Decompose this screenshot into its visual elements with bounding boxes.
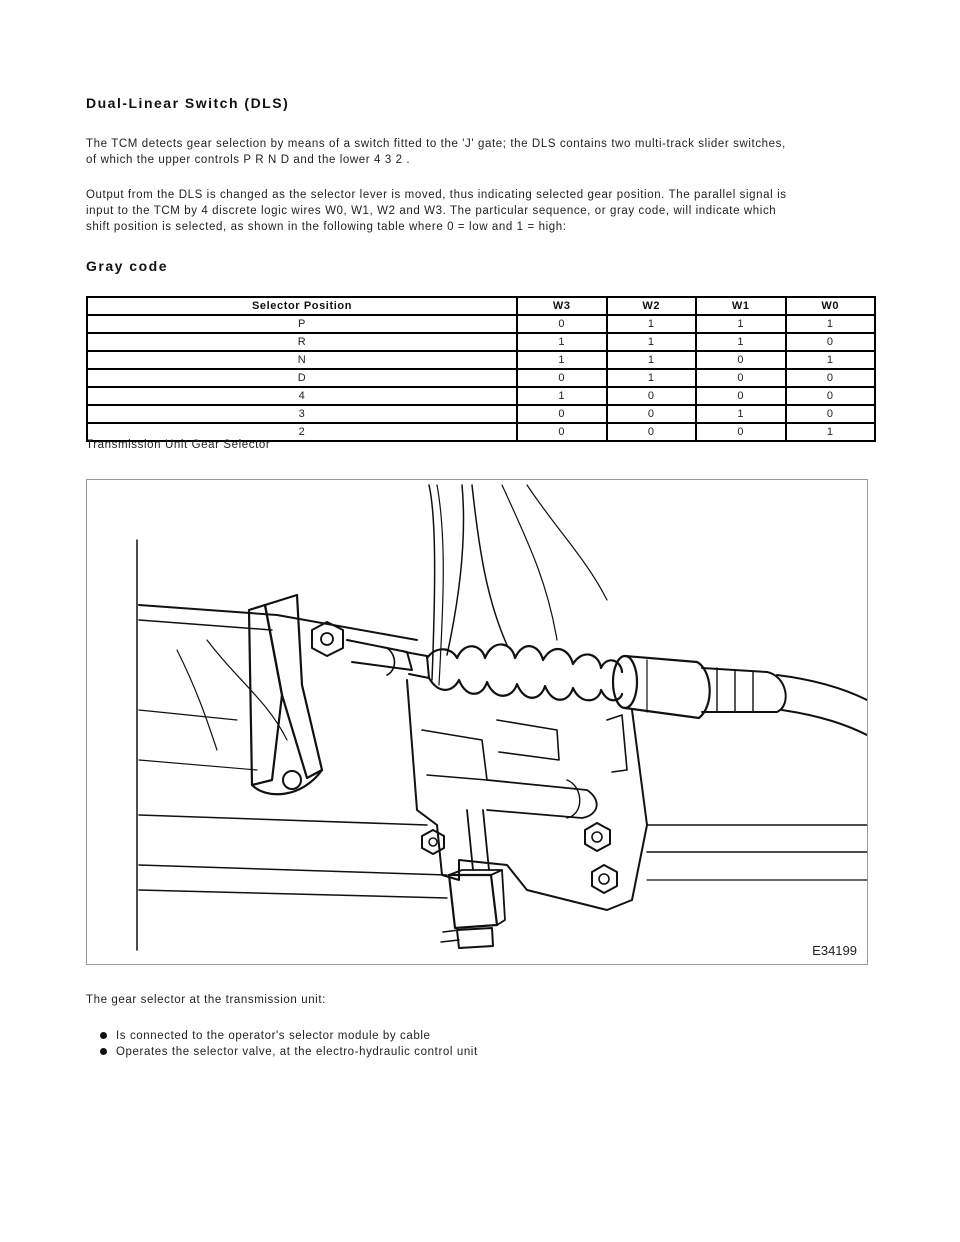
header-selector-position: Selector Position: [87, 297, 517, 315]
table-cell: 1: [607, 369, 697, 387]
text-line: Output from the DLS is changed as the selector lever is moved, thus indicating selected gear position. The parallel signal is: [86, 189, 787, 201]
table-cell: 0: [786, 333, 876, 351]
table-cell: P: [87, 315, 517, 333]
list-item: [100, 1028, 478, 1044]
table-cell: 1: [696, 315, 786, 333]
gear-selector-illustration: [86, 479, 868, 965]
table-cell: 0: [607, 405, 697, 423]
text-line: of which the upper controls P R N D and the lower 4 3 2 .: [86, 154, 411, 166]
table-cell: 0: [517, 405, 607, 423]
table-row: [87, 369, 875, 387]
table-cell: 1: [517, 351, 607, 369]
header-w0: W0: [786, 297, 876, 315]
table-cell: 1: [696, 405, 786, 423]
table-cell: 4: [87, 387, 517, 405]
table-row: [87, 387, 875, 405]
text-line: The TCM detects gear selection by means of a switch fitted to the 'J' gate; the DLS contains two multi-track slider switches,: [86, 138, 786, 150]
section-title-gray-code: Gray code: [86, 258, 168, 274]
header-w1: W1: [696, 297, 786, 315]
table-cell: 1: [786, 315, 876, 333]
table-cell: 2: [87, 423, 517, 441]
table-cell: 1: [786, 423, 876, 441]
text-line: shift position is selected, as shown in the following table where 0 = low and 1 = high:: [86, 221, 567, 233]
table-cell: N: [87, 351, 517, 369]
list-item: [100, 1044, 478, 1060]
table-cell: 0: [696, 387, 786, 405]
table-cell: 1: [607, 333, 697, 351]
table-row: [87, 333, 875, 351]
table-header-row: [87, 297, 875, 315]
text-line: input to the TCM by 4 discrete logic wires W0, W1, W2 and W3. The particular sequence, or gray code, will indicate which: [86, 205, 777, 217]
header-w2: W2: [607, 297, 697, 315]
list-item-text: Operates the selector valve, at the electro-hydraulic control unit: [116, 1046, 478, 1058]
table-cell: 1: [786, 351, 876, 369]
table-cell: D: [87, 369, 517, 387]
table-cell: 0: [696, 351, 786, 369]
table-cell: 0: [786, 405, 876, 423]
table-cell: 0: [607, 423, 697, 441]
figure-code: E34199: [812, 943, 857, 958]
gear-selector-list: [100, 1028, 478, 1060]
table-cell: 0: [517, 315, 607, 333]
table-cell: 1: [607, 315, 697, 333]
bullet-icon: [100, 1048, 107, 1055]
section-title-dls: Dual-Linear Switch (DLS): [86, 95, 290, 111]
table-cell: 1: [607, 351, 697, 369]
table-row: [87, 315, 875, 333]
table-row: [87, 405, 875, 423]
paragraph-gear-selector-intro: The gear selector at the transmission unit:: [86, 994, 326, 1006]
bullet-icon: [100, 1032, 107, 1039]
table-cell: 0: [786, 387, 876, 405]
paragraph-dls-intro: [86, 136, 886, 168]
table-cell: 0: [696, 369, 786, 387]
table-cell: 1: [517, 387, 607, 405]
table-cell: 0: [607, 387, 697, 405]
table-cell: 0: [517, 369, 607, 387]
table-row: [87, 351, 875, 369]
gear-selector-drawing: [87, 480, 867, 964]
table-cell: 0: [786, 369, 876, 387]
table-cell: R: [87, 333, 517, 351]
table-cell: 1: [517, 333, 607, 351]
table-cell: 3: [87, 405, 517, 423]
table-cell: 0: [517, 423, 607, 441]
gray-code-table: [86, 296, 876, 442]
list-item-text: Is connected to the operator's selector module by cable: [116, 1030, 431, 1042]
paragraph-dls-output: [86, 187, 886, 235]
table-cell: 0: [696, 423, 786, 441]
figure-caption: Transmission Unit Gear Selector: [86, 439, 271, 451]
header-w3: W3: [517, 297, 607, 315]
table-cell: 1: [696, 333, 786, 351]
